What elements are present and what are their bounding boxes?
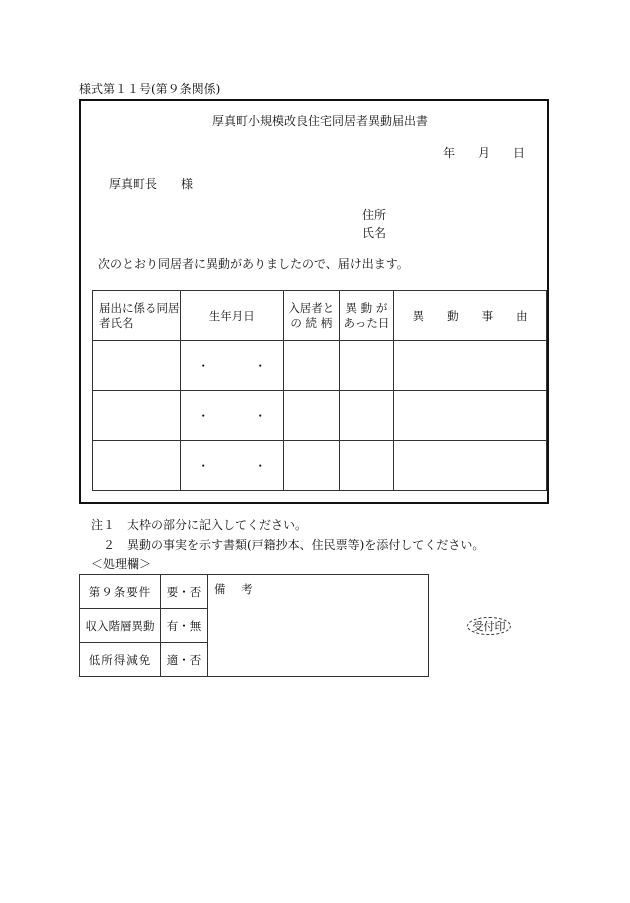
form-title: 厚真町小規模改良住宅同居者異動届出書 [212, 114, 429, 128]
cell-birth[interactable]: ・ ・ [180, 341, 284, 391]
cell-name[interactable] [93, 441, 181, 491]
header-name: 届出に係る同居 者氏名 [93, 291, 181, 341]
header-relation: 入居者と の 続 柄 [284, 291, 340, 341]
table-row [93, 341, 547, 391]
cell-change-date[interactable] [339, 391, 394, 441]
addressee: 厚真町長 様 [109, 177, 194, 191]
processing-label: 低所得減免 [80, 643, 161, 677]
form-frame [79, 99, 549, 504]
cell-reason[interactable] [394, 391, 547, 441]
note-1: 注１ 太枠の部分に記入してください。 [91, 518, 308, 532]
cell-reason[interactable] [394, 441, 547, 491]
processing-row [80, 575, 429, 609]
processing-heading: ＜処理欄＞ [91, 557, 152, 571]
header-change-date: 異 動 が あった日 [339, 291, 394, 341]
cell-relation[interactable] [284, 341, 340, 391]
cell-birth[interactable]: ・ ・ [180, 441, 284, 491]
processing-options[interactable]: 有・無 [161, 609, 208, 643]
name-label: 氏名 [362, 226, 387, 240]
date-day: 日 [513, 146, 526, 160]
cell-change-date[interactable] [339, 341, 394, 391]
cell-name[interactable] [93, 341, 181, 391]
form-number: 様式第１１号(第９条関係) [79, 82, 221, 96]
processing-label: 第９条要件 [80, 575, 161, 609]
date-month: 月 [478, 146, 491, 160]
processing-label: 収入階層異動 [80, 609, 161, 643]
processing-table [79, 574, 429, 677]
date-year: 年 [443, 146, 456, 160]
processing-options[interactable]: 適・否 [161, 643, 208, 677]
table-header-row [93, 291, 547, 341]
cell-change-date[interactable] [339, 441, 394, 491]
statement: 次のとおり同居者に異動がありましたので、届け出ます。 [98, 257, 409, 271]
cell-name[interactable] [93, 391, 181, 441]
address-label: 住所 [362, 208, 387, 222]
table-row [93, 391, 547, 441]
table-row [93, 441, 547, 491]
change-table [92, 290, 547, 491]
cell-relation[interactable] [284, 441, 340, 491]
processing-options[interactable]: 要・否 [161, 575, 208, 609]
cell-birth[interactable]: ・ ・ [180, 391, 284, 441]
reception-stamp: 受付印 [467, 617, 511, 635]
cell-relation[interactable] [284, 391, 340, 441]
cell-reason[interactable] [394, 341, 547, 391]
note-2: ２ 異動の事実を示す書類(戸籍抄本、住民票等)を添付してください。 [103, 538, 485, 552]
header-birth: 生年月日 [180, 291, 284, 341]
header-reason: 異 動 事 由 [394, 291, 547, 341]
remarks-cell[interactable]: 備 考 [208, 575, 429, 677]
